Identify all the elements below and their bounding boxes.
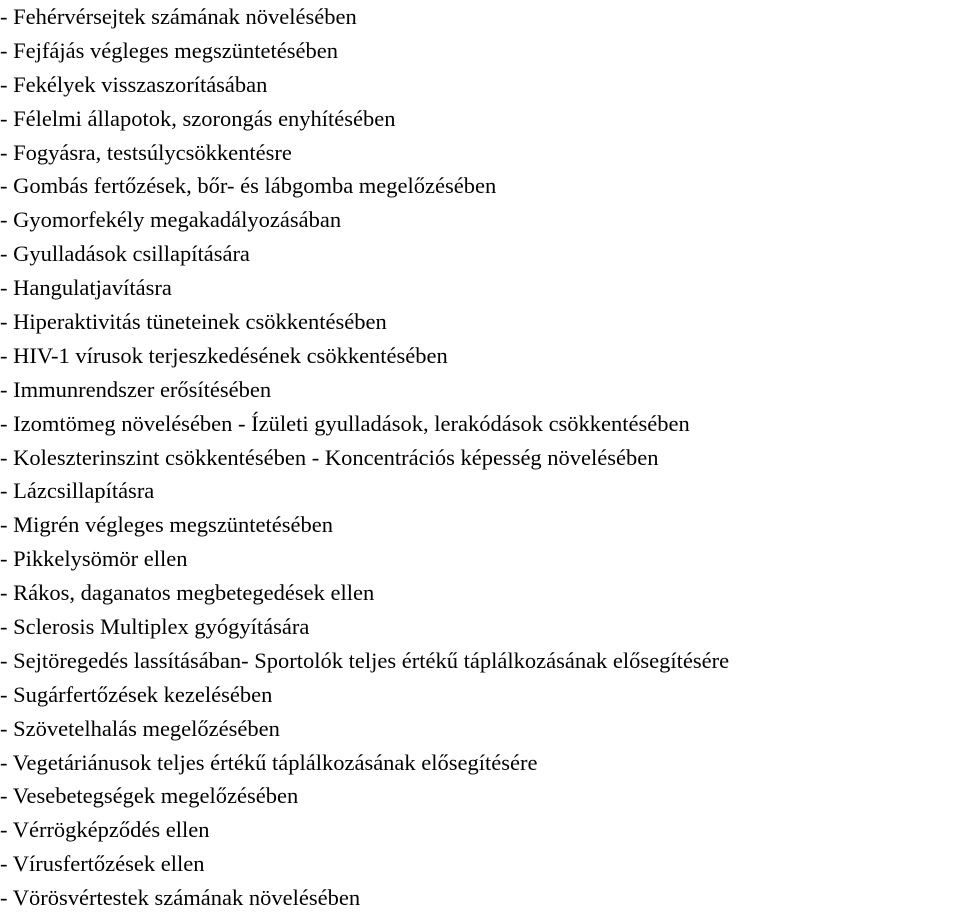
list-item: - Vesebetegségek megelőzésében — [0, 783, 299, 809]
list-item: - Fekélyek visszaszorításában — [0, 71, 268, 97]
list-item: - Vírusfertőzések ellen — [0, 851, 205, 877]
list-item: - Vérrögképződés ellen — [0, 817, 210, 843]
list-item: - Immunrendszer erősítésében — [0, 376, 272, 402]
list-item: - Sugárfertőzések kezelésében — [0, 681, 273, 707]
list-item: - Gyomorfekély megakadályozásában — [0, 207, 342, 233]
list-item: - Gyulladások csillapítására — [0, 241, 250, 267]
list-item: - Lázcsillapításra — [0, 478, 155, 504]
list-item: - Gombás fertőzések, bőr- és lábgomba megelőzésében — [0, 173, 497, 199]
list-item: - Migrén végleges megszüntetésében — [0, 512, 334, 538]
list-item: - Hiperaktivitás tüneteinek csökkentésében — [0, 309, 387, 335]
list-item: - Vegetáriánusok teljes értékű táplálkozásának elősegítésére — [0, 749, 538, 775]
list-item: - Sejtöregedés lassításában- Sportolók teljes értékű táplálkozásának elősegítésére — [0, 647, 730, 673]
list-item: - Pikkelysömör ellen — [0, 546, 188, 572]
list-item: - Fejfájás végleges megszüntetésében — [0, 37, 338, 63]
list-item: - Koleszterinszint csökkentésében - Koncentrációs képesség növelésében — [0, 444, 659, 470]
list-item: - HIV-1 vírusok terjeszkedésének csökkentésében — [0, 342, 448, 368]
list-item: - Fogyásra, testsúlycsökkentésre — [0, 139, 292, 165]
list-item: - Hangulatjavításra — [0, 275, 172, 301]
list-item: - Rákos, daganatos megbetegedések ellen — [0, 580, 375, 606]
list-item: - Sclerosis Multiplex gyógyítására — [0, 614, 310, 640]
list-item: - Szövetelhalás megelőzésében — [0, 715, 280, 741]
list-item: - Félelmi állapotok, szorongás enyhítésében — [0, 105, 396, 131]
list-item: - Fehérvérsejtek számának növelésében — [0, 4, 357, 29]
list-item: - Izomtömeg növelésében - Ízületi gyulladások, lerakódások csökkentésében — [0, 410, 690, 436]
list-item: - Vörösvértestek számának növelésében — [0, 885, 361, 911]
